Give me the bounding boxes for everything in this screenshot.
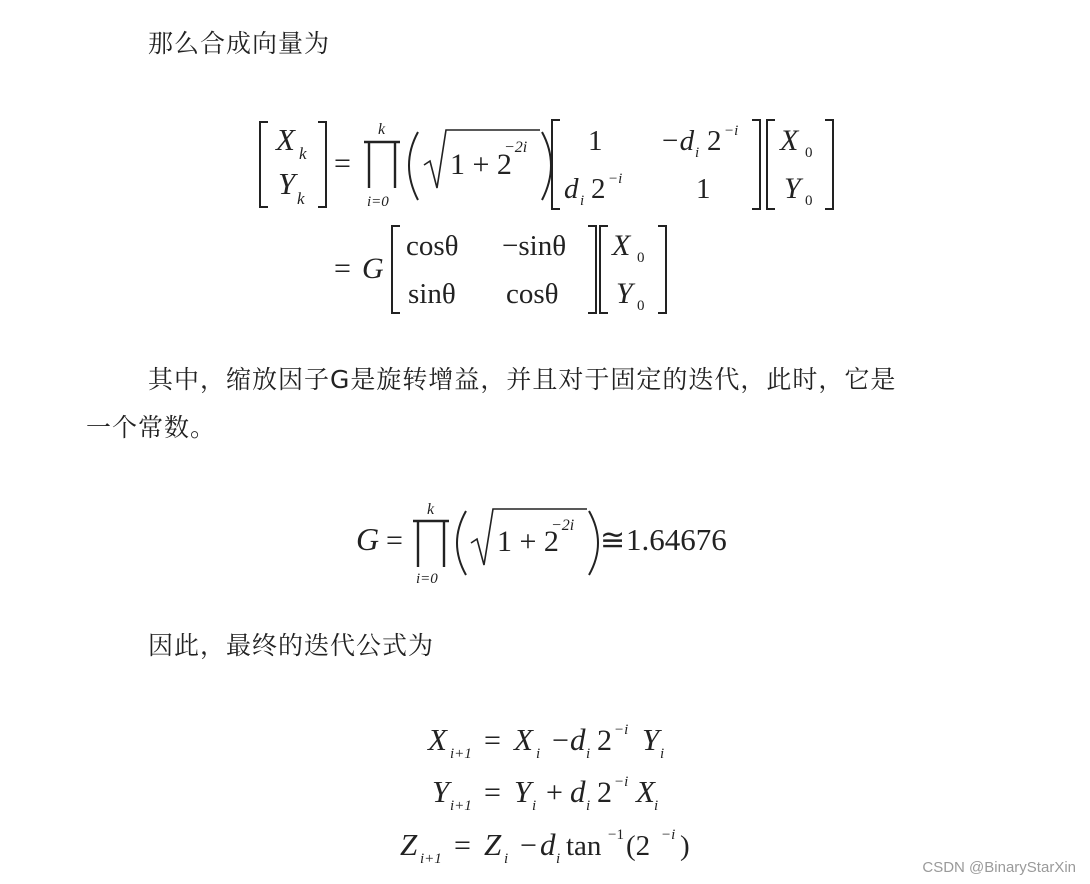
l2-op: +	[546, 776, 563, 809]
v-y-sub: 0	[805, 193, 813, 209]
r22: cosθ	[506, 278, 559, 310]
v-x: X	[780, 124, 799, 157]
l2-pow: 2	[597, 776, 612, 809]
l1-lhs: X	[428, 722, 447, 757]
sqrt2-exp: −2i	[551, 517, 575, 534]
v-x-sub: 0	[805, 145, 813, 161]
gain-lhs: G	[356, 521, 380, 557]
gain-paragraph-line2: 一个常数。	[86, 413, 217, 442]
rhs2-vector-brackets	[600, 226, 666, 313]
m12-exp: −i	[724, 123, 739, 139]
v2-x-sub: 0	[637, 250, 645, 266]
prod-sub: i=0	[367, 194, 389, 210]
m22: 1	[696, 173, 711, 205]
l1-a: X	[514, 722, 533, 757]
m12-pow: 2	[707, 125, 722, 157]
csdn-watermark: CSDN @BinaryStarXin	[922, 859, 1076, 876]
sqrt-exp: −2i	[504, 139, 528, 156]
r11: cosθ	[406, 230, 459, 262]
lhs-y-sub: k	[297, 189, 305, 208]
l3-arg-exp: −i	[661, 827, 676, 843]
r12: −sinθ	[502, 230, 567, 262]
composite-vector-equation	[250, 110, 850, 330]
l3-a-sub: i	[504, 851, 509, 867]
sqrt-body: 1 + 2	[450, 148, 512, 181]
l2-d-sub: i	[586, 798, 591, 814]
l2-b-sub: i	[654, 798, 659, 814]
l1-d-sub: i	[586, 746, 591, 762]
m12-sub: i	[695, 145, 700, 161]
l1-a-sub: i	[536, 746, 541, 762]
lhs-x-sub: k	[299, 144, 307, 163]
lhs-x: X	[276, 122, 295, 157]
prod2-sub: i=0	[416, 571, 438, 587]
v2-y: Y	[616, 277, 633, 310]
l3-a: Z	[484, 827, 502, 862]
l2-d: d	[570, 774, 586, 809]
left-paren-2	[457, 511, 466, 575]
l3-arg-close: )	[680, 830, 690, 862]
iteration-equations	[390, 710, 710, 875]
equals-2: =	[334, 252, 351, 285]
right-paren	[542, 132, 551, 200]
equals-1: =	[334, 147, 351, 180]
l1-op: −	[552, 724, 569, 757]
l2-a: Y	[514, 774, 532, 809]
m21-coef: d	[564, 173, 579, 205]
m21-pow: 2	[591, 173, 606, 205]
r21: sinθ	[408, 278, 456, 310]
prod2-sup: k	[427, 501, 435, 518]
l1-b-sub: i	[660, 746, 665, 762]
m12-coef: −d	[660, 125, 695, 157]
l3-arg-open: (2	[626, 830, 651, 862]
l1-lhs-sub: i+1	[450, 746, 472, 762]
v-y: Y	[784, 172, 801, 205]
l2-exp: −i	[614, 774, 629, 790]
approx-sign: ≅	[600, 524, 626, 557]
l2-a-sub: i	[532, 798, 537, 814]
l2-b: X	[636, 774, 655, 809]
m11: 1	[588, 125, 603, 157]
l3-lhs: Z	[400, 827, 418, 862]
prod-sup: k	[378, 121, 386, 138]
l3-eq: =	[454, 829, 471, 862]
gain-equation	[350, 495, 750, 595]
left-paren	[409, 132, 418, 200]
l2-eq: =	[484, 776, 501, 809]
equals-3: =	[386, 524, 403, 557]
iteration-paragraph: 因此，最终的迭代公式为	[148, 631, 435, 660]
gain-paragraph-line1: 其中，缩放因子G是旋转增益，并且对于固定的迭代，此时，它是	[148, 365, 897, 394]
v2-x: X	[612, 229, 631, 262]
l1-b: Y	[642, 722, 660, 757]
l3-fn-exp: −1	[608, 827, 624, 843]
l3-lhs-sub: i+1	[420, 851, 442, 867]
l3-op: −	[520, 829, 537, 862]
product-symbol	[364, 142, 400, 188]
m21-sub: i	[580, 193, 585, 209]
gain-g: G	[362, 252, 384, 285]
l2-lhs-sub: i+1	[450, 798, 472, 814]
gain-value: 1.64676	[626, 522, 727, 557]
sqrt2-body: 1 + 2	[497, 525, 559, 558]
l1-pow: 2	[597, 724, 612, 757]
intro-paragraph: 那么合成向量为	[148, 29, 331, 58]
l1-d: d	[570, 722, 586, 757]
lhs-y: Y	[278, 166, 296, 201]
l3-d: d	[540, 827, 556, 862]
l2-lhs: Y	[432, 774, 450, 809]
m21-exp: −i	[608, 171, 623, 187]
l3-d-sub: i	[556, 851, 561, 867]
right-paren-2	[589, 511, 598, 575]
l3-fn: tan	[566, 830, 602, 862]
l1-eq: =	[484, 724, 501, 757]
l1-exp: −i	[614, 722, 629, 738]
product-symbol-2	[413, 521, 449, 567]
v2-y-sub: 0	[637, 298, 645, 314]
